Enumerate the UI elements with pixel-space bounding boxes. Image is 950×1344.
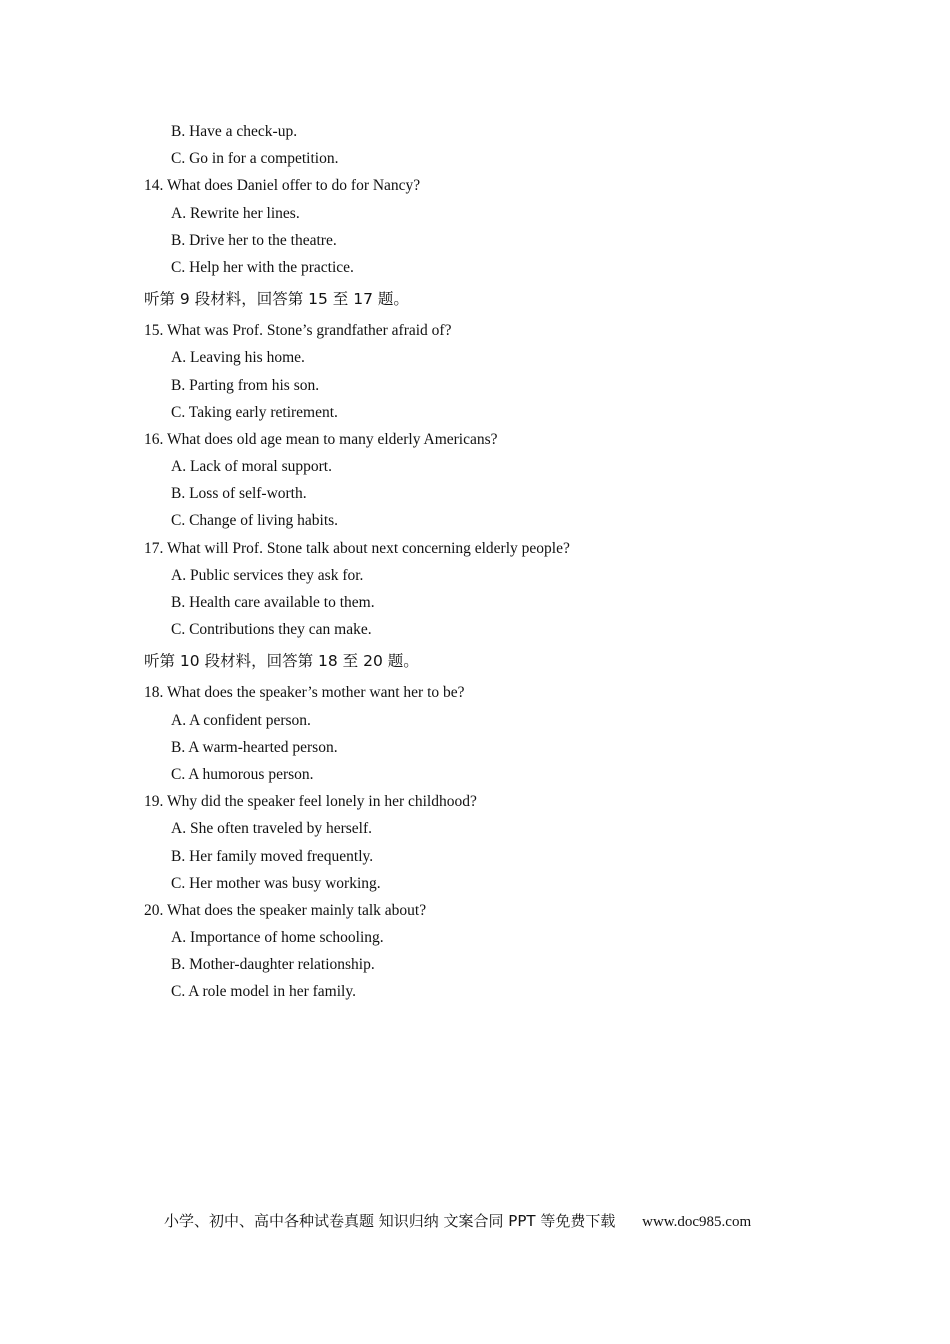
page-footer: [164, 1210, 804, 1231]
answer-option: C. Go in for a competition.: [171, 150, 339, 168]
question-text: 18. What does the speaker’s mother want her to be?: [144, 684, 465, 702]
answer-option: B. Loss of self-worth.: [171, 485, 307, 503]
footer-text: 小学、初中、高中各种试卷真题 知识归纳 文案合同 PPT 等免费下载: [164, 1212, 616, 1230]
question-text: 17. What will Prof. Stone talk about next concerning elderly people?: [144, 539, 570, 557]
question-text: 19. Why did the speaker feel lonely in her childhood?: [144, 793, 477, 811]
answer-option: B. Parting from his son.: [171, 376, 320, 394]
section-instruction: 听第 10 段材料，回答第 18 至 20 题。: [144, 652, 419, 671]
answer-option: A. A confident person.: [171, 711, 311, 729]
answer-option: A. Rewrite her lines.: [171, 204, 300, 222]
answer-option: A. Public services they ask for.: [171, 566, 364, 584]
question-text: 20. What does the speaker mainly talk about?: [144, 901, 427, 919]
answer-option: A. Leaving his home.: [171, 349, 305, 367]
answer-option: B. Mother-daughter relationship.: [171, 956, 375, 974]
section-instruction: 听第 9 段材料，回答第 15 至 17 题。: [144, 290, 409, 309]
question-text: 15. What was Prof. Stone’s grandfather afraid of?: [144, 322, 452, 340]
answer-option: C. A humorous person.: [171, 765, 314, 783]
answer-option: B. Drive her to the theatre.: [171, 231, 337, 249]
answer-option: A. Importance of home schooling.: [171, 929, 384, 947]
footer-site: www.doc985.com: [642, 1214, 752, 1230]
answer-option: A. Lack of moral support.: [171, 458, 332, 476]
answer-option: C. A role model in her family.: [171, 983, 356, 1001]
answer-option: C. Her mother was busy working.: [171, 874, 381, 892]
answer-option: C. Contributions they can make.: [171, 621, 372, 639]
answer-option: B. Her family moved frequently.: [171, 847, 374, 865]
answer-option: B. Health care available to them.: [171, 594, 375, 611]
answer-option: C. Help her with the practice.: [171, 258, 354, 276]
answer-option: C. Taking early retirement.: [171, 403, 338, 421]
answer-option: B. Have a check-up.: [171, 123, 298, 140]
question-text: 14. What does Daniel offer to do for Nancy?: [144, 177, 421, 195]
document-body: [144, 118, 844, 1006]
answer-option: C. Change of living habits.: [171, 512, 339, 530]
question-text: 16. What does old age mean to many elderly Americans?: [144, 430, 498, 448]
answer-option: A. She often traveled by herself.: [171, 820, 373, 838]
answer-option: B. A warm-hearted person.: [171, 738, 338, 756]
